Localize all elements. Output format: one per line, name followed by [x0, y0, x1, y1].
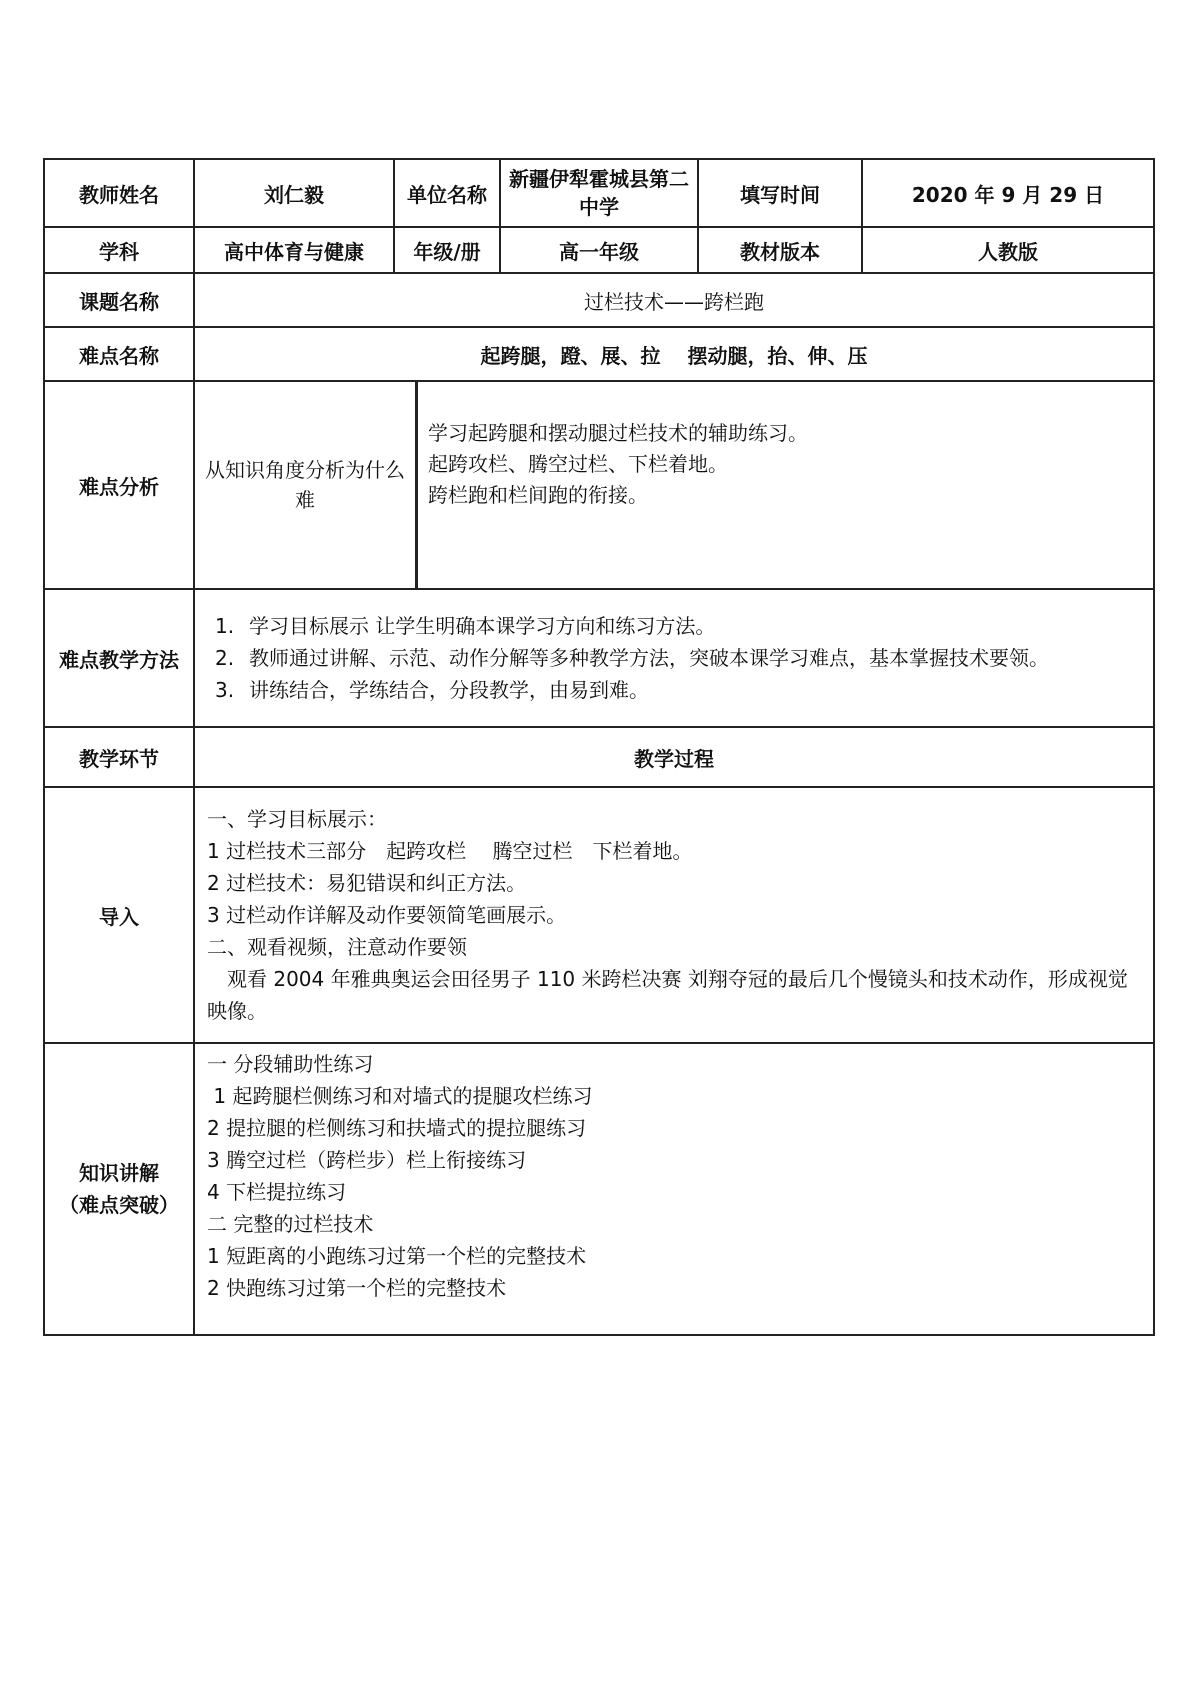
- analysis-line: 跨栏跑和栏间跑的衔接。: [428, 483, 648, 507]
- subject-label: 学科: [44, 227, 194, 273]
- knowledge-line: 2 快跑练习过第一个栏的完整技术: [207, 1276, 507, 1300]
- unit-label: 单位名称: [394, 159, 500, 227]
- time-label: 填写时间: [698, 159, 862, 227]
- analysis-label: 难点分析: [44, 381, 194, 589]
- lesson-plan-table: [43, 158, 1153, 1336]
- time-value: 2020 年 9 月 29 日: [862, 159, 1154, 227]
- knowledge-line: 3 腾空过栏（跨栏步）栏上衔接练习: [207, 1148, 527, 1172]
- unit-value: 新疆伊犁霍城县第二中学: [500, 159, 698, 227]
- knowledge-line: 4 下栏提拉练习: [207, 1180, 347, 1204]
- intro-line: 1 过栏技术三部分 起跨攻栏 腾空过栏 下栏着地。: [207, 839, 693, 863]
- knowledge-label: 知识讲解 （难点突破）: [44, 1043, 194, 1335]
- topic-value: 过栏技术——跨栏跑: [194, 273, 1154, 327]
- intro-label: 导入: [44, 787, 194, 1043]
- topic-label: 课题名称: [44, 273, 194, 327]
- analysis-line: 学习起跨腿和摆动腿过栏技术的辅助练习。: [428, 421, 808, 445]
- knowledge-line: 1 起跨腿栏侧练习和对墙式的提腿攻栏练习: [207, 1084, 593, 1108]
- difficulty-label: 难点名称: [44, 327, 194, 381]
- intro-line: 二、观看视频，注意动作要领: [207, 935, 467, 959]
- process-stage-label: 教学环节: [44, 727, 194, 787]
- intro-line: 3 过栏动作详解及动作要领简笔画展示。: [207, 903, 567, 927]
- list-item: 1. 学习目标展示 让学生明确本课学习方向和练习方法。: [215, 614, 716, 638]
- edition-value: 人教版: [862, 227, 1154, 273]
- teacher-label: 教师姓名: [44, 159, 194, 227]
- grade-label: 年级/册: [394, 227, 500, 273]
- list-item: 2. 教师通过讲解、示范、动作分解等多种教学方法，突破本课学习难点，基本掌握技术要领。: [215, 646, 1049, 670]
- subject-value: 高中体育与健康: [194, 227, 394, 273]
- methods-label: 难点教学方法: [44, 589, 194, 727]
- knowledge-line: 2 提拉腿的栏侧练习和扶墙式的提拉腿练习: [207, 1116, 587, 1140]
- difficulty-value: 起跨腿，蹬、展、拉 摆动腿，抬、伸、压: [194, 327, 1154, 381]
- edition-label: 教材版本: [698, 227, 862, 273]
- methods-list: [194, 589, 1154, 727]
- intro-line: 一、学习目标展示：: [207, 807, 387, 831]
- knowledge-line: 二 完整的过栏技术: [207, 1212, 374, 1236]
- knowledge-content: [194, 1043, 1154, 1335]
- intro-line: 观看 2004 年雅典奥运会田径男子 110 米跨栏决赛 刘翔夺冠的最后几个慢镜头和技术动作，形成视觉映像。: [207, 967, 1128, 1023]
- teacher-value: 刘仁毅: [194, 159, 394, 227]
- analysis-cell: [194, 381, 1154, 589]
- analysis-sub-label: 从知识角度分析为什么难: [195, 382, 418, 588]
- analysis-line: 起跨攻栏、腾空过栏、下栏着地。: [428, 452, 728, 476]
- process-header: 教学过程: [194, 727, 1154, 787]
- knowledge-line: 一 分段辅助性练习: [207, 1052, 374, 1076]
- grade-value: 高一年级: [500, 227, 698, 273]
- intro-content: [194, 787, 1154, 1043]
- list-item: 3. 讲练结合，学练结合，分段教学，由易到难。: [215, 678, 649, 702]
- knowledge-line: 1 短距离的小跑练习过第一个栏的完整技术: [207, 1244, 587, 1268]
- analysis-content: [418, 382, 1153, 588]
- intro-line: 2 过栏技术：易犯错误和纠正方法。: [207, 871, 527, 895]
